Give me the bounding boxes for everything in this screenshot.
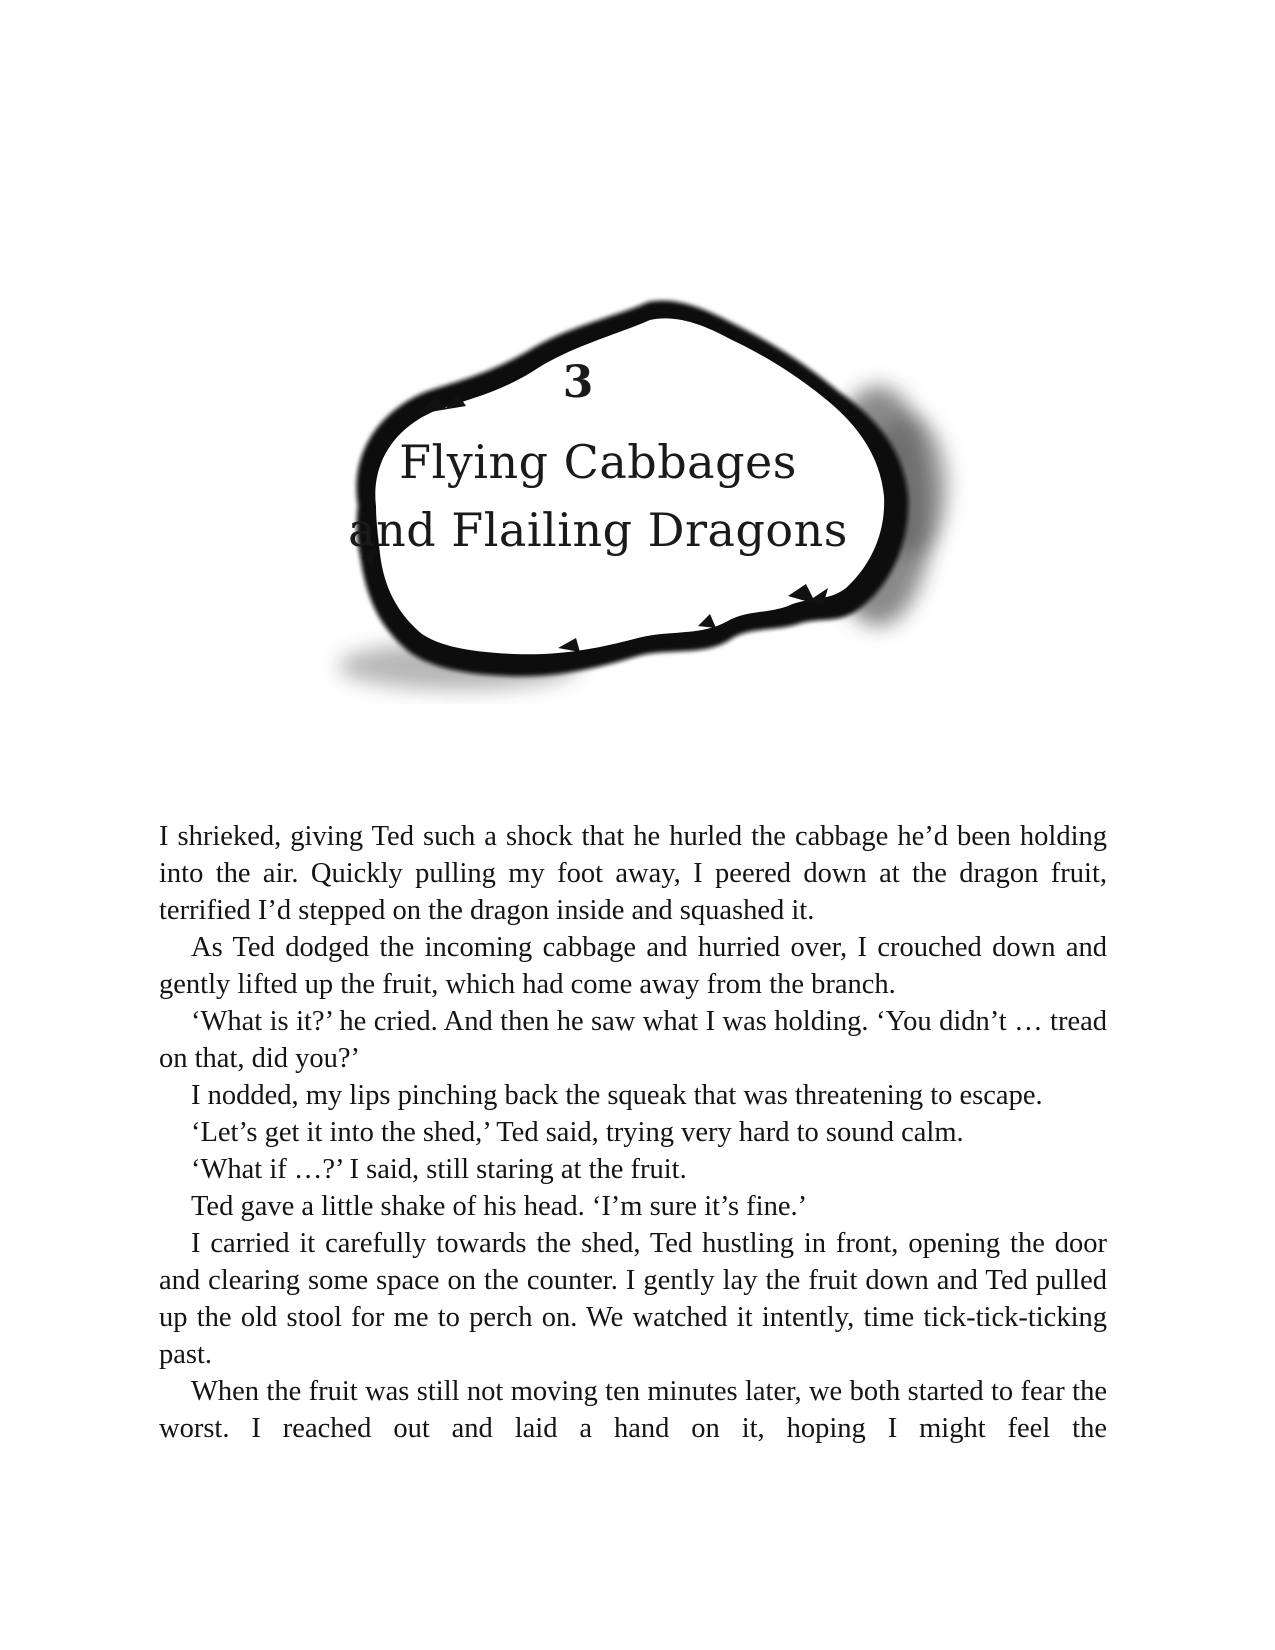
paragraph: Ted gave a little shake of his head. ‘I’m sure it’s fine.’: [191, 1191, 808, 1222]
paragraph: ‘What is it?’ he cried. And then he saw what I was holding. ‘You didn’t … tread on that, did you?’: [159, 1006, 1107, 1074]
chapter-title-line-2: and Flailing Dragons: [348, 503, 848, 557]
paragraph: I nodded, my lips pinching back the squeak that was threatening to escape.: [191, 1080, 1043, 1111]
paragraph: ‘Let’s get it into the shed,’ Ted said, trying very hard to sound calm.: [191, 1117, 964, 1148]
chapter-heading: [318, 296, 978, 706]
paragraph: I carried it carefully towards the shed, Ted hustling in front, opening the door and clearing some space on the counter. I gently lay the fruit down and Ted pulled up the old stool for me to perch on. We watched it intently, time tick-tick-ticking past.: [159, 1228, 1107, 1370]
paragraph: ‘What if …?’ I said, still staring at the fruit.: [191, 1154, 687, 1185]
paragraph: I shrieked, giving Ted such a shock that he hurled the cabbage he’d been holding into the air. Quickly pulling my foot away, I peered down at the dragon fruit, terrified I’d stepped on the dragon inside and squashed it.: [159, 821, 1107, 926]
chapter-title-line-1: Flying Cabbages: [399, 435, 797, 489]
paragraph: As Ted dodged the incoming cabbage and hurried over, I crouched down and gently lifted up the fruit, which had come away from the branch.: [159, 932, 1107, 1000]
chapter-body: [159, 818, 1107, 1447]
paragraph: When the fruit was still not moving ten minutes later, we both started to fear the worst. I reached out and laid a hand on it, hoping I might feel the: [159, 1376, 1107, 1444]
burnt-hole-frame: [318, 296, 978, 706]
chapter-number: 3: [562, 357, 594, 408]
